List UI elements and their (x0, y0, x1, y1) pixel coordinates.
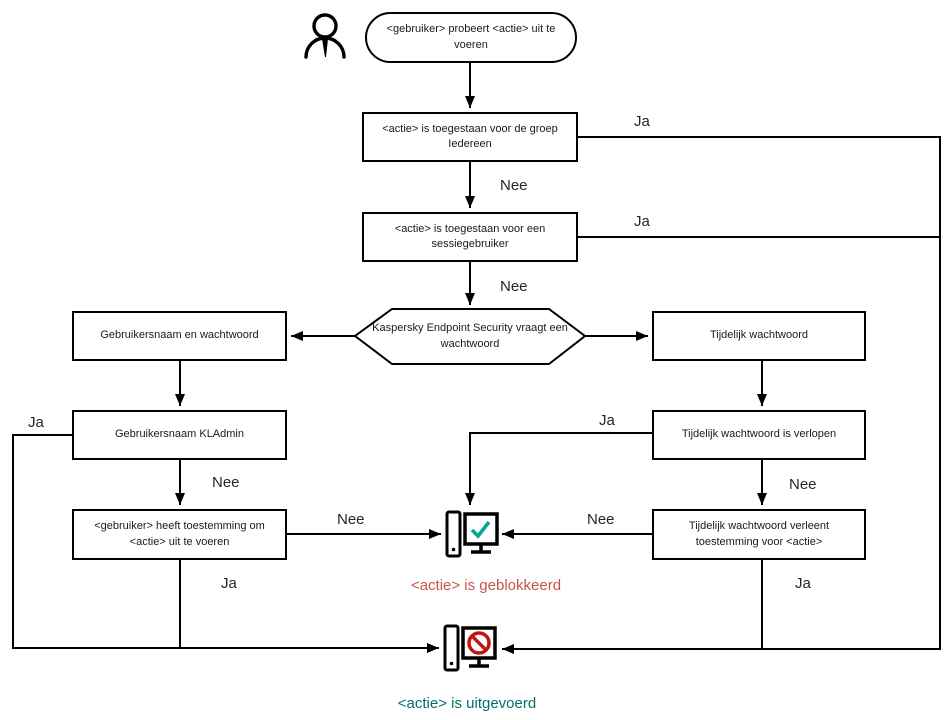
node-temp-password-expired: Tijdelijk wachtwoord is verlopen (652, 410, 866, 460)
node-password-prompt: Kaspersky Endpoint Security vraagt een wachtwoord (372, 322, 568, 350)
edge-label-grants-ja: Ja (795, 575, 811, 592)
edge-label-session-nee: Nee (500, 278, 528, 295)
edge-label-session-ja: Ja (634, 213, 650, 230)
node-temp-password: Tijdelijk wachtwoord (652, 311, 866, 361)
caption-action-blocked: <actie> is geblokkeerd (410, 577, 562, 594)
connector-expired-ja-left (470, 433, 652, 505)
edge-label-expired-nee: Nee (789, 476, 817, 493)
node-username-password: Gebruikersnaam en wachtwoord (72, 311, 287, 361)
edge-label-permission-ja: Ja (221, 575, 237, 592)
edge-label-kladmin-nee: Nee (212, 474, 240, 491)
node-group-allowed: <actie> is toegestaan voor de groep Iedereen (362, 112, 578, 162)
node-start: <gebruiker> probeert <actie> uit te voeren (365, 12, 577, 63)
computer-with-prohibition-icon (445, 626, 495, 670)
person-icon (306, 15, 344, 57)
node-temp-password-grants: Tijdelijk wachtwoord verleent toestemming voor <actie> (652, 509, 866, 560)
edge-label-group-ja: Ja (634, 113, 650, 130)
node-user-has-permission: <gebruiker> heeft toestemming om <actie> uit te voeren (72, 509, 287, 560)
caption-action-executed: <actie> is uitgevoerd (397, 695, 537, 712)
edge-label-group-nee: Nee (500, 177, 528, 194)
computer-with-green-check-icon (447, 512, 497, 556)
edge-label-permission-nee: Nee (337, 511, 365, 528)
edge-label-expired-ja: Ja (599, 412, 615, 429)
edge-label-kladmin-ja: Ja (28, 414, 44, 431)
edge-label-grants-nee: Nee (587, 511, 615, 528)
node-username-kladmin: Gebruikersnaam KLAdmin (72, 410, 287, 460)
node-session-allowed: <actie> is toegestaan voor een sessiegebruiker (362, 212, 578, 262)
